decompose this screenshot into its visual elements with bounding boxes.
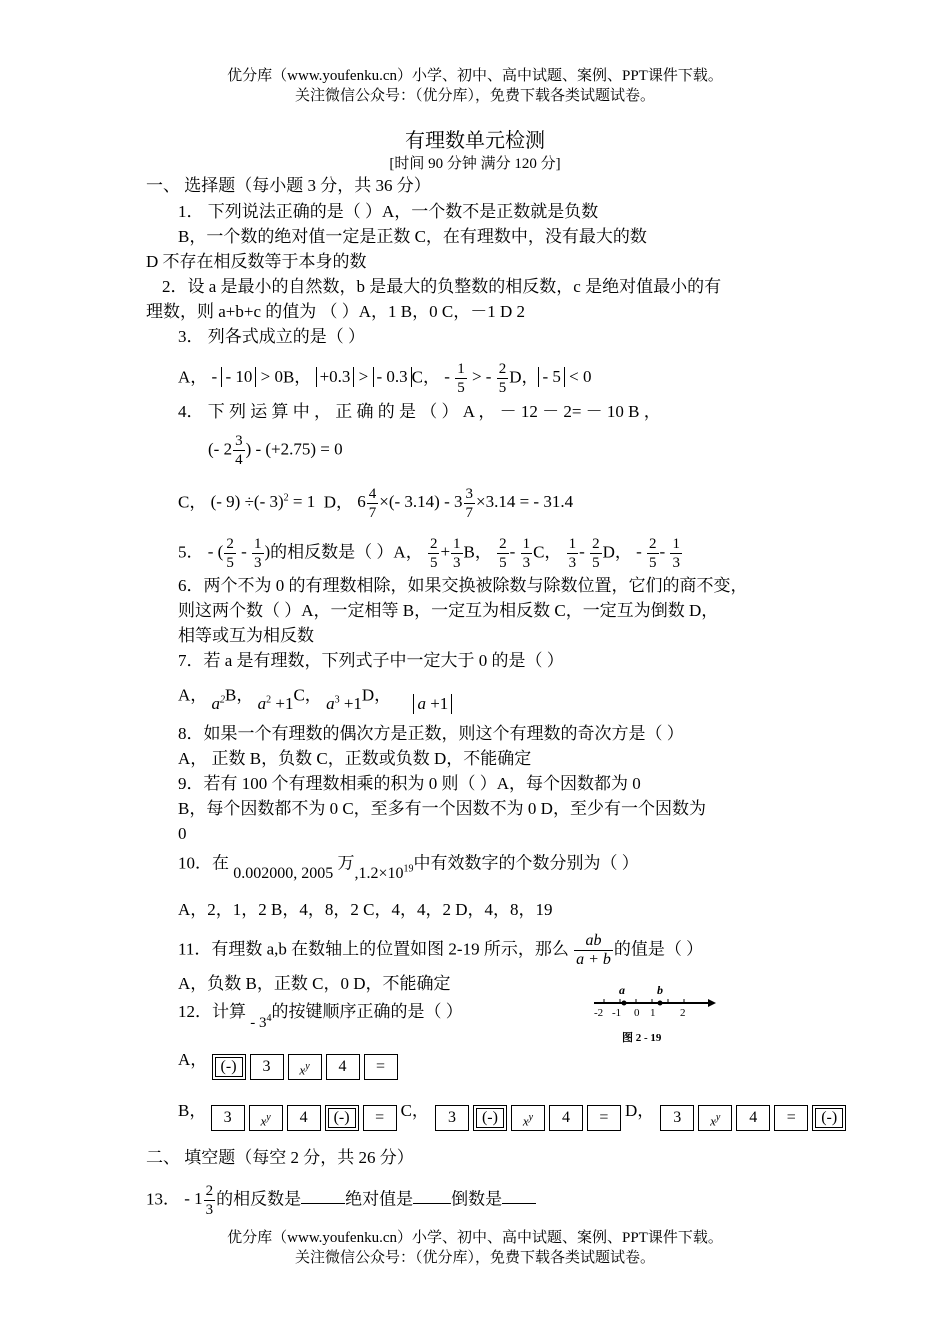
key-negative: (-) (473, 1105, 507, 1131)
q3-option-a-label: A， (178, 367, 208, 387)
key-power-base: x (710, 1113, 716, 1129)
key-negative: (-) (325, 1105, 359, 1131)
q1-line-3: D 不存在相反数等于本身的数 (146, 252, 367, 271)
q2-line-2: 理数，则 a+b+c 的值为 （ ）A，1 B，0 C，－1 D 2 (146, 302, 525, 321)
key-four: 4 (287, 1105, 321, 1131)
key-four: 4 (549, 1105, 583, 1131)
q7-expr-b: $a^2 +1$ (257, 693, 294, 713)
q5-expr-c: $\frac{1}{3}$ - $\frac{2}{5}$ (568, 536, 600, 571)
q7-option-c-label: C， (293, 685, 322, 705)
q10-tail: 中有效数字的个数分别为（ ） (413, 853, 639, 873)
q11-tail: 的值是（ ） (613, 939, 704, 959)
key-four: 4 (736, 1105, 770, 1131)
q5-expr: - ( $\frac{2}{5}$ - $\frac{1}{3}$ ) (207, 536, 271, 571)
q10-prefix: 10．在 (178, 853, 229, 873)
tick-label: -1 (612, 1007, 622, 1019)
point-a (622, 1001, 627, 1006)
key-power-base: x (299, 1062, 306, 1078)
q6-line-2: 则这两个数（ ）A，一定相等 B，一定互为相反数 C，一定互为倒数 D， (178, 601, 719, 620)
point-b (658, 1001, 663, 1006)
q12-tail: 的按键顺序正确的是（ ） (271, 1002, 463, 1021)
q12-options-bcd (178, 1101, 850, 1131)
q3-option-c-label: C， (411, 367, 441, 387)
header-line-2: 关注微信公众号：（优分库），免费下载各类试题试卷。 (294, 88, 655, 104)
q13-expr: - 1 $\frac{2}{3}$ (184, 1183, 214, 1218)
key-four: 4 (326, 1054, 360, 1080)
section-2-heading: 二、 填空题（每空 2 分，共 26 分） (146, 1148, 414, 1167)
key-power-base: x (260, 1113, 267, 1129)
q13-blank-2[interactable] (413, 1185, 451, 1204)
q12-expr-exp: 4 (266, 1013, 272, 1024)
q4-option-c-label: C， (178, 492, 207, 512)
key-power-exp: y (266, 1112, 271, 1124)
q7-stem: 7．若 a 是有理数，下列式子中一定大于 0 的是（ ） (178, 651, 564, 670)
q10-sci-exp: 19 (403, 864, 414, 875)
q5-expr-b: $\frac{2}{5}$ - $\frac{1}{3}$ (499, 536, 531, 571)
key-power-base: x (522, 1113, 529, 1129)
key-equals: = (364, 1054, 398, 1080)
q1-line-1: 1． 下列说法正确的是（ ）A，一个数不是正数就是负数 (178, 202, 599, 221)
q7-option-b-label: B， (225, 685, 254, 705)
q4-stem: 4． 下 列 运 算 中 ， 正 确 的 是 （ ） A ， － 12 － 2= － 10 B ， (178, 402, 661, 421)
q12-prefix: 12．计算 (178, 1002, 246, 1021)
key-three: 3 (250, 1054, 284, 1080)
key-equals: = (587, 1105, 621, 1131)
point-a-label: a (619, 983, 625, 997)
q3-expr-c: - $\frac{1}{5}$ > - $\frac{2}{5}$ (444, 361, 507, 396)
q9-line-2: B，每个因数都不为 0 C，至多有一个因数不为 0 D，至少有一个因数为 (178, 799, 706, 818)
key-power (698, 1105, 732, 1131)
footer-line-2: 关注微信公众号：（优分库），免费下载各类试题试卷。 (294, 1250, 655, 1266)
q11-stem (178, 932, 703, 969)
q10-options: A，2，1，2 B，4，8，2 C，4，4，2 D，4，8，19 (178, 900, 553, 919)
q10-sci (355, 865, 414, 882)
key-power-exp: y (528, 1112, 534, 1124)
tick-label: 1 (650, 1007, 656, 1019)
q13-blank-1[interactable] (301, 1185, 345, 1204)
q3-stem: 3． 列各式成立的是（ ） (178, 327, 365, 346)
q3-option-b-label: B， (282, 367, 312, 387)
q4-expr-c: (- 9) ÷(- 3)$^2$ = 1 (210, 492, 316, 512)
q3-option-d-label: D， (509, 367, 539, 387)
q7-option-a-label: A， (178, 685, 208, 705)
key-three: 3 (435, 1105, 469, 1131)
q7-expr-a: $a^2$ (211, 693, 226, 713)
section-1-heading: 一、 选择题（每小题 3 分，共 36 分） (146, 176, 431, 195)
q12-expr-base: - 3 (250, 1015, 267, 1031)
q9-line-3: 0 (178, 824, 187, 843)
q9-line-1: 9．若有 100 个有理数相乘的积为 0 则（ ）A，每个因数都为 0 (178, 774, 641, 793)
q13-line (146, 1182, 536, 1219)
q1-line-2: B，一个数的绝对值一定是正数 C，在有理数中，没有最大的数 (178, 227, 647, 246)
q4-expr-d: 6 $\frac{4}{7}$ ×(- 3.14) - 3 $\frac{3}{7}$ ×3.14 = - 31.4 (357, 486, 574, 521)
q4-options-cd (178, 485, 573, 522)
q5-line (178, 535, 683, 572)
q13-text-1: 的相反数是 (216, 1189, 302, 1209)
q11-fraction-num: ab (574, 932, 613, 951)
q13-text-2: 绝对值是 (345, 1189, 414, 1209)
q12-option-c-label: C， (400, 1101, 429, 1120)
tick-label: 0 (634, 1007, 640, 1019)
tick-label: 2 (680, 1007, 686, 1019)
q8-line-1: 8．如果一个有理数的偶次方是正数，则这个有理数的奇次方是（ ） (178, 724, 684, 743)
q3-expr-d: - 5 < 0 (538, 367, 591, 386)
point-b-label: b (657, 983, 663, 997)
q11-fraction-den: a + b (576, 951, 611, 968)
q11-fraction (574, 932, 613, 969)
q5-expr-d: - $\frac{2}{5}$ - $\frac{1}{3}$ (636, 536, 680, 571)
q11-options: A，负数 B，正数 C，0 D，不能确定 (178, 974, 451, 993)
q13-blank-3[interactable] (502, 1185, 536, 1204)
q10-values: 0.002000, 2005 (233, 865, 334, 883)
q8-line-2: A， 正数 B，负数 C，正数或负数 D，不能确定 (178, 749, 532, 768)
q7-expr-d: a +1 (413, 694, 452, 713)
q12-stem (178, 997, 463, 1031)
q7-options (178, 680, 452, 713)
q4-expr-b: (- 2 $\frac{3}{4}$ ) - (+2.75) = 0 (208, 433, 343, 468)
key-negative: (-) (812, 1105, 846, 1131)
q6-line-1: 6．两个不为 0 的有理数相除，如果交换被除数与除数位置，它们的商不变， (178, 576, 748, 595)
key-equals: = (774, 1105, 808, 1131)
q10-stem (178, 848, 639, 883)
q7-option-d-label: D， (361, 685, 392, 705)
page-subtitle: [时间 90 分钟 满分 120 分] (389, 156, 561, 172)
key-power (249, 1105, 283, 1131)
q12-option-d-label: D， (624, 1101, 655, 1120)
key-power-exp: y (715, 1112, 721, 1124)
q5-expr-a: $\frac{2}{5}$ + $\frac{1}{3}$ (429, 536, 461, 571)
number-line-arrow (708, 999, 716, 1007)
q10-sci-base: ,1.2×10 (354, 865, 404, 883)
page-title: 有理数单元检测 (405, 130, 545, 152)
q12-option-a-label: A， (178, 1050, 208, 1069)
q10-wan: 万 (337, 853, 355, 873)
q12-expr (250, 1015, 271, 1031)
q3-options (178, 360, 591, 397)
q13-number: 13． (146, 1189, 180, 1209)
q11-prefix: 11．有理数 a,b 在数轴上的位置如图 2-19 所示，那么 (178, 939, 569, 959)
key-three: 3 (660, 1105, 694, 1131)
q5-number: 5． (178, 542, 204, 562)
q12-option-b-label: B， (178, 1101, 207, 1120)
footer-line-1: 优分库（www.youfenku.cn）小学、初中、高中试题、案例、PPT课件下载。 (227, 1230, 723, 1246)
key-negative: (-) (212, 1054, 246, 1080)
q5-mid-text: 的相反数是（ ）A， (270, 542, 423, 562)
q2-line-1: 2．设 a 是最小的自然数，b 是最大的负整数的相反数，c 是绝对值最小的有 (162, 277, 722, 296)
q6-line-3: 相等或互为相反数 (178, 626, 314, 645)
q13-text-3: 倒数是 (451, 1189, 503, 1209)
q5-option-d-label: D， (602, 542, 632, 562)
q5-option-c-label: C， (533, 542, 562, 562)
tick-label: -2 (594, 1007, 604, 1019)
q5-option-b-label: B， (463, 542, 492, 562)
q4-option-d-label: D， (323, 492, 354, 512)
key-power (511, 1105, 545, 1131)
q7-expr-c: $a^3 +1$ (326, 693, 362, 713)
header-line-1: 优分库（www.youfenku.cn）小学、初中、高中试题、案例、PPT课件下载。 (227, 68, 723, 84)
number-line-figure (590, 985, 720, 1047)
q3-expr-a: - - 10 > 0 (211, 367, 283, 387)
key-power-exp: y (305, 1061, 310, 1073)
q3-expr-b: +0.3 > - 0.3 (316, 367, 412, 386)
figure-caption: 图 2 - 19 (622, 1032, 662, 1044)
key-power (288, 1054, 322, 1080)
key-equals: = (363, 1105, 397, 1131)
key-three: 3 (211, 1105, 245, 1131)
q12-option-a (178, 1050, 402, 1080)
